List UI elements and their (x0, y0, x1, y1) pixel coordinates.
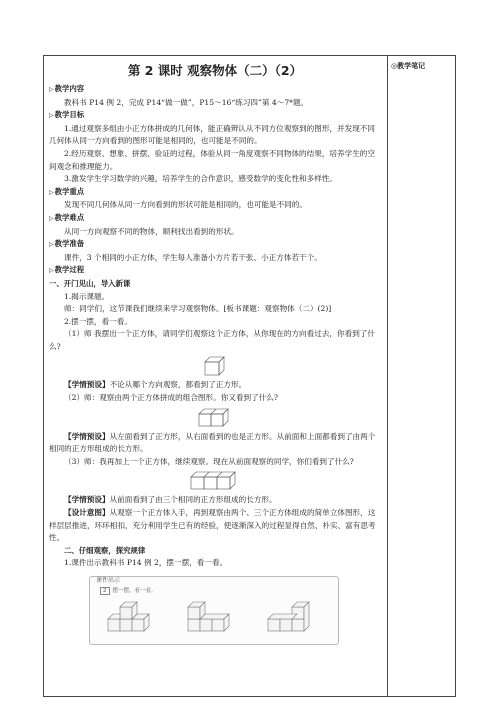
preset-2: 【学情预设】从左面看到了正方形，从右面看到的也是正方形。从前面和上面都看到了由两个相同的正方形组成的长方形。 (49, 431, 376, 454)
goal-2: 2.经历观察、想象、拼摆、验证的过程，体验从同一角度观察不同物体的结果，培养学生的空间观念和推理能力。 (49, 148, 375, 171)
column-divider (387, 55, 388, 697)
design-intent: 【设计意图】从观察一个正方体入手，再到观察由两个、三个正方体组成的简单立体图形，这样层层推进，环环相扣，充分利用学生已有的经验，使逐渐深入的过程显得自然、朴实、富有思考性。 (49, 508, 376, 543)
step-2: 2.摆一摆，看一看。 (64, 316, 132, 326)
notes-icon: ◎ (391, 62, 398, 70)
process-part-1: 一、开门见山，导入新课 (49, 278, 131, 288)
one-cube-figure (203, 355, 227, 377)
preset-1: 【学情预设】不论从哪个方向观察，都看到了正方形。 (64, 380, 247, 390)
question-3: （3）师：我再加上一个正方体，继续观察。现在从前面观察的同学，你们看到了什么? (64, 456, 354, 466)
courseware-subtitle: 2 摆一摆，看一看。 (100, 585, 157, 598)
triangle-bullet-icon: ▷ (49, 86, 54, 93)
two-cubes-figure (197, 407, 233, 429)
notes-label: 教学笔记 (397, 62, 426, 70)
goal-3: 3.激发学生学习数学的兴趣，培养学生的合作意识，感受数学的变化性和多样性。 (64, 174, 338, 184)
question-2: （2）师：观察由两个正方体拼成的组合图形。你又看到了什么? (64, 393, 278, 403)
section-content-head: ▷教学内容 (49, 84, 85, 93)
section-goals-head: ▷教学目标 (49, 110, 85, 120)
triangle-bullet-icon: ▷ (49, 267, 54, 275)
process-part-2: 二、仔细观察，探究规律 (64, 545, 146, 555)
section-prep-head: ▷教学准备 (49, 239, 85, 249)
triangle-bullet-icon: ▷ (49, 241, 54, 249)
step-1: 1.揭示课题。 (64, 291, 110, 301)
question-1: （1）师 我摆出一个正方体，请同学们观察这个正方体，从你现在的方向看过去，你看到了什么? (49, 329, 375, 351)
triangle-bullet-icon: ▷ (49, 112, 54, 120)
preset-3: 【学情预设】从前面看到了由三个相同的正方形组成的长方形。 (64, 495, 277, 505)
triangle-bullet-icon: ▷ (49, 188, 54, 196)
section-difficulty-head: ▷教学难点 (49, 212, 85, 222)
goal-1: 1.通过观察多组由小正方体拼成的几何体，能正确辨认从不同方位观察到的图形，并发现不同几何体从同一方向看到的图形可能是相同的，也可能是不同的。 (49, 123, 375, 146)
content-text: 教科书 P14 例 2，完成 P14“做一做”，P15～16“练习四”第 4～7*题。 (64, 97, 309, 107)
courseware-cube-figures (90, 577, 338, 644)
figure-one-cube (49, 355, 381, 377)
three-cubes-figure (189, 470, 241, 492)
lesson-plan (49, 62, 381, 645)
section-process-head: ▷教学过程 (49, 265, 85, 275)
page-title: 第 2 课时 观察物体（二）（2） (127, 63, 303, 78)
figure-two-cubes (49, 407, 381, 429)
figure-three-cubes (49, 470, 381, 492)
step-3: 1.课件出示教科书 P14 例 2，摆一摆，看一看。 (64, 558, 228, 568)
difficulty-text: 从同一方向观察不同的物体，顺利找出看到的形状。 (64, 226, 239, 236)
prep-text: 课件，3 个相同的小正方体，学生每人准备小方片若干张、小正方体若干个。 (64, 252, 322, 262)
courseware-label: 课件出示 (96, 577, 121, 584)
triangle-bullet-icon: ▷ (49, 214, 54, 222)
notes-column-header (391, 61, 425, 71)
courseware-panel (89, 576, 339, 645)
key-text: 发现不同几何体从同一方向看到的形状可能是相同的，也可能是不同的。 (64, 200, 307, 210)
step-1-text: 师：同学们，这节课我们继续来学习观察物体。[板书课题：观察物体（二）(2)] (64, 304, 332, 314)
section-key-head: ▷教学重点 (49, 186, 85, 196)
